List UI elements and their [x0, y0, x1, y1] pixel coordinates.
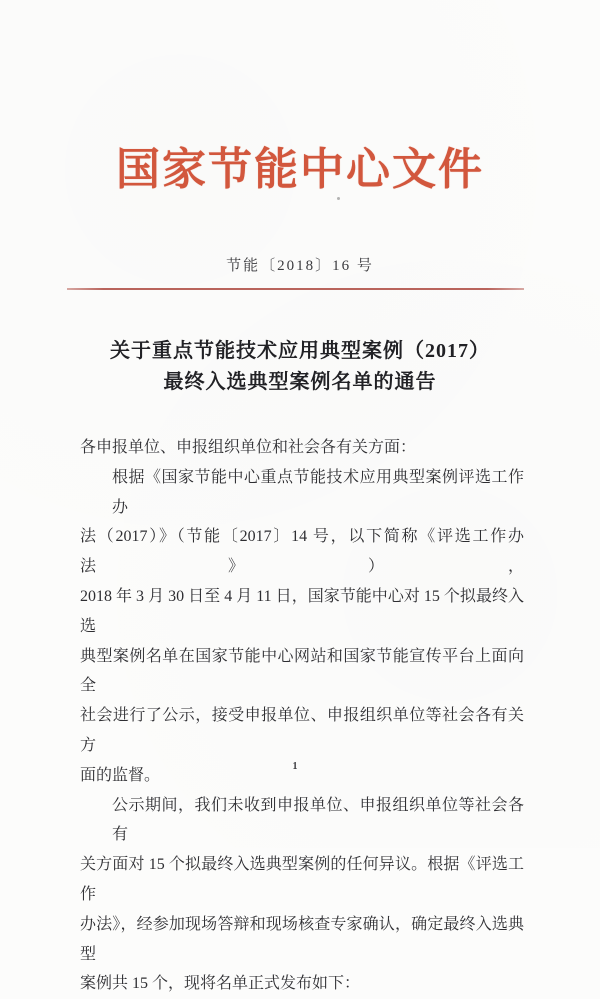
body-line: 根据《国家节能中心重点节能技术应用典型案例评选工作办 [112, 468, 524, 516]
body-line: 关方面对 15 个拟最终入选典型案例的任何异议。根据《评选工作 [80, 856, 524, 903]
document-title-line-1: 关于重点节能技术应用典型案例（2017） [110, 340, 490, 362]
body-line: 办法》，经参加现场答辩和现场核查专家确认，确定最终入选典型 [80, 915, 524, 963]
document-title [0, 336, 600, 398]
document-title-line-2: 最终入选典型案例名单的通告 [163, 371, 437, 393]
body-line: 典型案例名单在国家节能中心网站和国家节能宣传平台上面向全 [80, 647, 524, 695]
body-line: 面的监督。 [80, 766, 161, 784]
body-line: 各申报单位、申报组织单位和社会各有关方面： [80, 439, 417, 456]
body-line: 法（2017）》（节能〔2017〕14 号，以下简称《评选工作办法》）， [80, 528, 524, 576]
body-line: 社会进行了公示，接受申报单位、申报组织单位等社会各有关方 [80, 707, 524, 754]
red-divider-rule [67, 288, 524, 290]
body-line: 案例共 15 个，现将名单正式发布如下： [80, 975, 361, 993]
document-body [80, 433, 524, 999]
document-number: 节能〔2018〕16 号 [226, 258, 374, 274]
scan-speck [337, 197, 340, 200]
body-line: 公示期间，我们未收到申报单位、申报组织单位等社会各有 [112, 796, 524, 844]
body-line: 2018 年 3 月 30 日至 4 月 11 日，国家节能中心对 15 个拟最终入选 [80, 587, 524, 635]
page-number: 1 [292, 761, 298, 772]
red-header-title: 国家节能中心文件 [116, 145, 484, 194]
